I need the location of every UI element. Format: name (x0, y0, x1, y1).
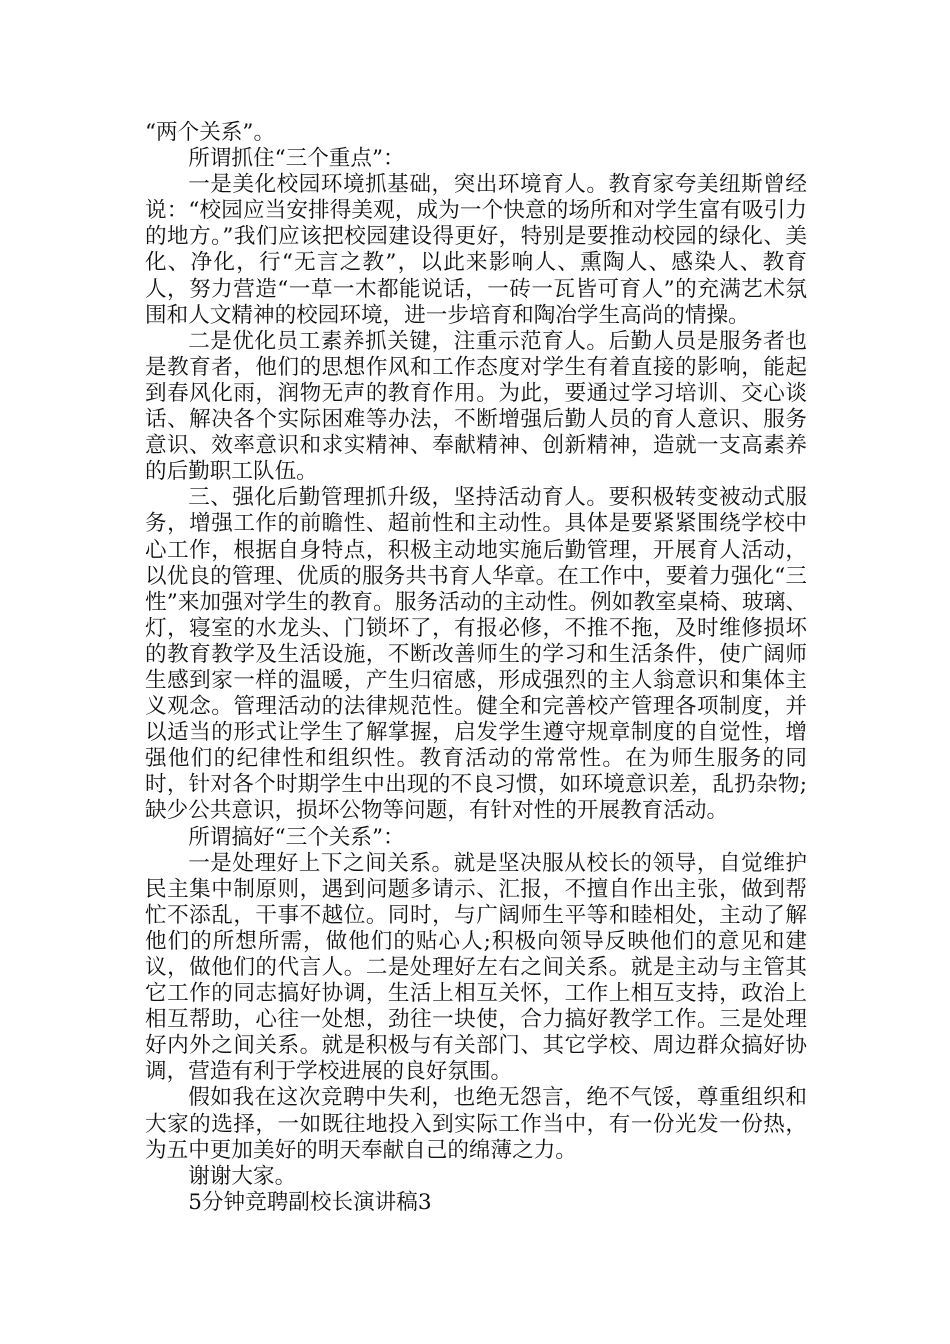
paragraph-9: 谢谢大家。 (188, 1163, 297, 1189)
paragraph-3: 一是美化校园环境抓基础，突出环境育人。教育家夸美纽斯曾经说：“校园应当安排得美观，成为一个快意的场所和对学生富有吸引力的地方。”我们应该把校园建设得更好，特别是要推动校园的绿化、美化、净化，行“无言之教”，以此来影响人、熏陶人、感染人、教育人，努力营造“一草一木都能说话，一砖一瓦皆可育人”的充满艺术氛围和人文精神的校园环境，进一步培育和陶冶学生高尚的情操。 (145, 172, 807, 328)
document-page (145, 120, 807, 1216)
paragraph-5: 三、强化后勤管理抓升级，坚持活动育人。要积极转变被动式服务，增强工作的前瞻性、超前性和主动性。具体是要紧紧围绕学校中心工作，根据自身特点，积极主动地实施后勤管理，开展育人活动，以优良的管理、优质的服务共书育人华章。在工作中，要着力强化“三性”来加强对学生的教育。服务活动的主动性。例如教室桌椅、玻璃、灯，寝室的水龙头、门锁坏了，有报必修，不推不拖，及时维修损坏的教育教学及生活设施，不断改善师生的学习和生活条件，使广阔师生感到家一样的温暖，产生归宿感，形成强烈的主人翁意识和集体主义观念。管理活动的法律规范性。健全和完善校产管理各项制度，并以适当的形式让学生了解掌握，启发学生遵守规章制度的自觉性，增强他们的纪律性和组织性。教育活动的常常性。在为师生服务的同时，针对各个时期学生中出现的不良习惯，如环境意识差，乱扔杂物;缺少公共意识，损坏公物等问题，有针对性的开展教育活动。 (145, 485, 807, 824)
paragraph-8: 假如我在这次竞聘中失利，也绝无怨言，绝不气馁，尊重组织和大家的选择，一如既往地投入到实际工作当中，有一份光发一份热，为五中更加美好的明天奉献自己的绵薄之力。 (145, 1085, 807, 1163)
paragraph-2: 所谓抓住“三个重点”： (188, 146, 405, 172)
paragraph-7: 一是处理好上下之间关系。就是坚决服从校长的领导，自觉维护民主集中制原则，遇到问题多请示、汇报，不擅自作出主张，做到帮忙不添乱，干事不越位。同时，与广阔师生平等和睦相处，主动了解他们的所想所需，做他们的贴心人;积极向领导反映他们的意见和建议，做他们的代言人。二是处理好左右之间关系。就是主动与主管其它工作的同志搞好协调，生活上相互关怀，工作上相互支持，政治上相互帮助，心往一处想，劲往一块使，合力搞好教学工作。三是处理好内外之间关系。就是积极与有关部门、其它学校、周边群众搞好协调，营造有利于学校进展的良好氛围。 (145, 850, 807, 1085)
paragraph-1: “两个关系”。 (145, 120, 276, 145)
paragraph-6: 所谓搞好“三个关系”： (188, 824, 405, 850)
paragraph-10: 5分钟竞聘副校长演讲稿3 (188, 1189, 432, 1215)
paragraph-4: 二是优化员工素养抓关键，注重示范育人。后勤人员是服务者也是教育者，他们的思想作风和工作态度对学生有着直接的影响，能起到春风化雨，润物无声的教育作用。为此，要通过学习培训、交心谈话、解决各个实际困难等办法，不断增强后勤人员的育人意识、服务意识、效率意识和求实精神、奉献精神、创新精神，造就一支高素养的后勤职工队伍。 (145, 328, 807, 485)
